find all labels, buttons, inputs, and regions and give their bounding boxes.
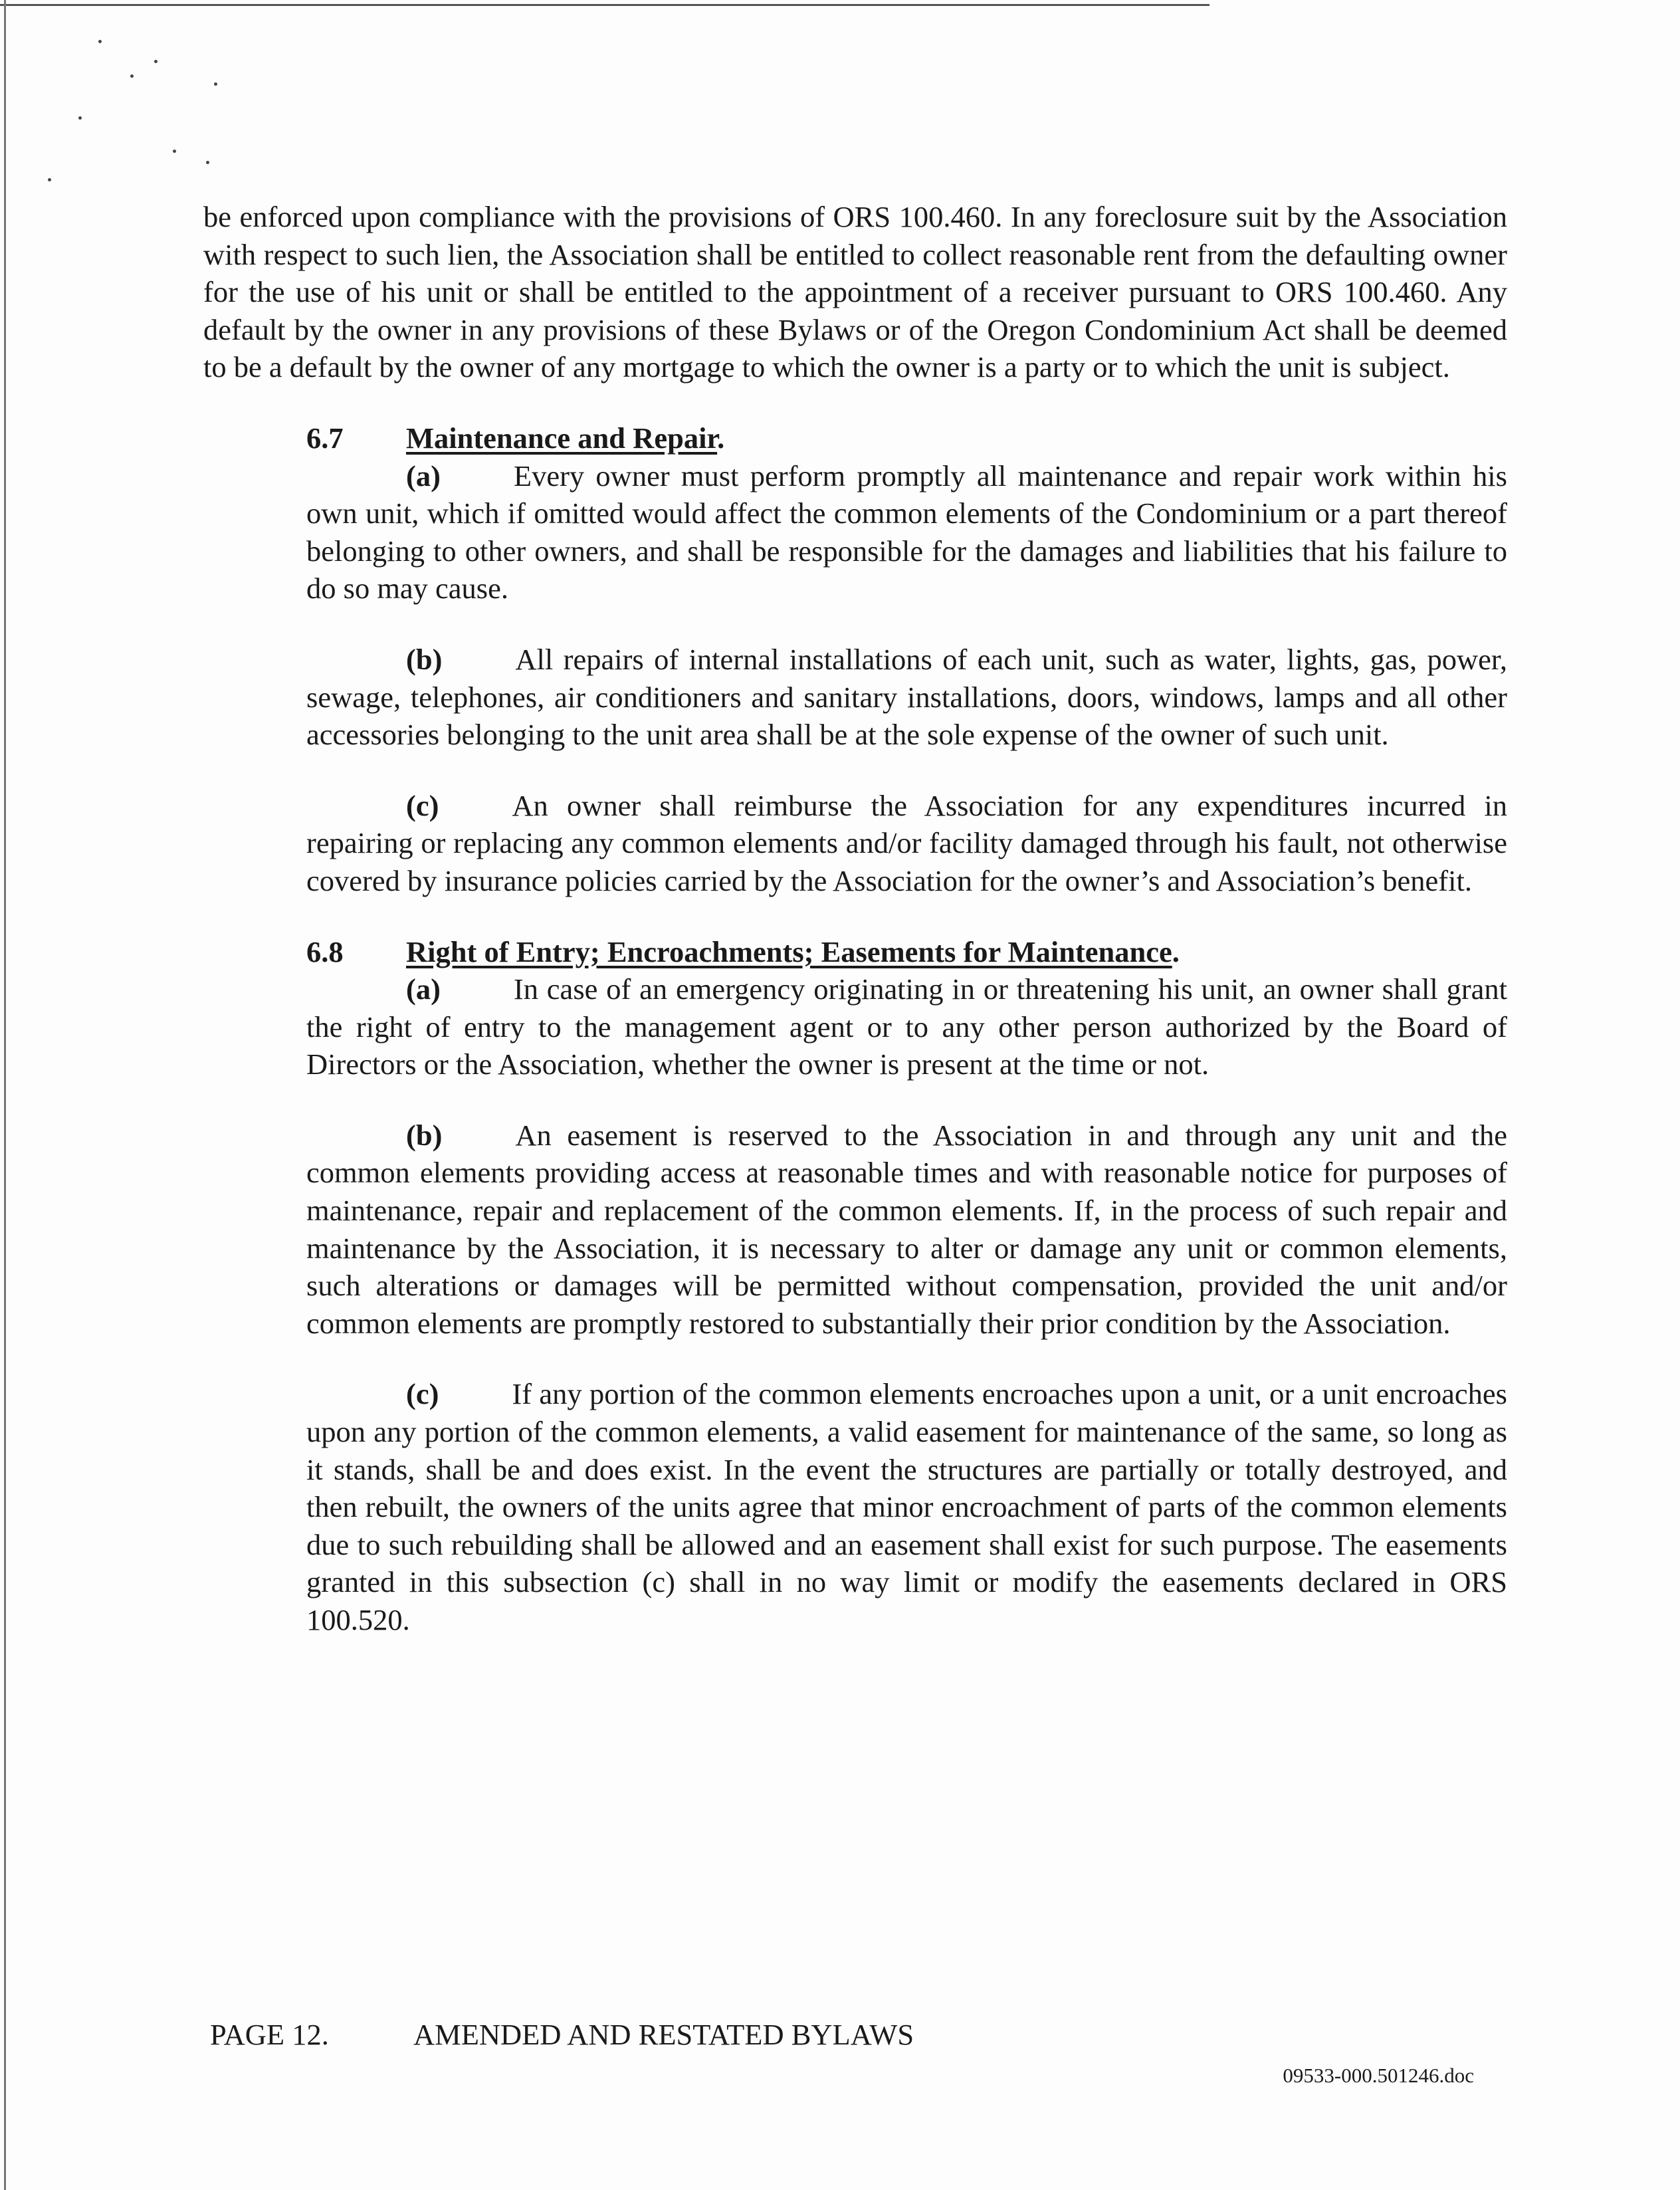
- footer-title: AMENDED AND RESTATED BYLAWS: [413, 2018, 914, 2051]
- page-footer: [210, 2017, 914, 2052]
- scan-left-edge: [4, 0, 6, 2190]
- subsection-6-7-a: [203, 457, 1507, 607]
- subsection-6-8-a: [203, 970, 1507, 1083]
- subsection-label: (b): [406, 642, 443, 676]
- intro-paragraph: be enforced upon compliance with the provisions of ORS 100.460. In any foreclosure suit by the Association with respect to such lien, the Association shall be entitled to collect reasonable rent from the defaulting owner for the use of his unit or shall be entitled to the appointment of a receiver pursuant to ORS 100.460. Any default by the owner in any provisions of these Bylaws or of the Oregon Condominium Act shall be deemed to be a default by the owner of any mortgage to which the owner is a party or to which the unit is subject.: [203, 200, 1507, 384]
- subsection-6-8-c: [203, 1375, 1507, 1638]
- subsection-label: (c): [406, 788, 439, 822]
- subsection-label: (b): [406, 1118, 443, 1152]
- scan-speck: [206, 161, 209, 164]
- section-number: 6.8: [306, 934, 344, 968]
- subsection-label: (c): [406, 1377, 439, 1411]
- section-title-period: .: [717, 421, 725, 455]
- scan-speck: [98, 40, 102, 43]
- subsection-text: All repairs of internal installations of each unit, such as water, lights, gas, power, sewage, telephones, air conditioners and sanitary installations, doors, windows, lamps and all other accessories belonging to the unit area shall be at the sole expense of the owner of such unit.: [306, 642, 1507, 752]
- footer-page-number: PAGE 12.: [210, 2018, 329, 2051]
- scan-speck: [130, 74, 134, 78]
- scan-speck: [48, 178, 51, 181]
- section-number: 6.7: [306, 421, 344, 455]
- subsection-6-7-b: [203, 641, 1507, 754]
- section-heading-6-7: [203, 419, 1507, 457]
- scan-top-rule: [0, 4, 1209, 6]
- subsection-text: Every owner must perform promptly all maintenance and repair work within his own unit, which if omitted would affect the common elements of the Condominium or a part thereof belonging to other owners, and shall be responsible for the damages and liabilities that his failure to do so may cause.: [306, 459, 1507, 605]
- subsection-text: If any portion of the common elements encroaches upon a unit, or a unit encroaches upon any portion of the common elements, a valid easement for maintenance of the same, so long as it stands, shall be and does exist. In the event the structures are partially or totally destroyed, and then rebuilt, the owners of the units agree that minor encroachment of parts of the common elements due to such rebuilding shall be allowed and an easement shall exist for such purpose. The easements granted in this subsection (c) shall in no way limit or modify the easements declared in ORS 100.520.: [306, 1377, 1507, 1636]
- scan-speck: [154, 60, 158, 63]
- subsection-text: An easement is reserved to the Association in and through any unit and the common elements providing access at reasonable times and with reasonable notice for purposes of maintenance, repair and replacement of the common elements. If, in the process of such repair and maintenance by the Association, it is necessary to alter or damage any unit or common elements, such alterations or damages will be permitted without compensation, provided the unit and/or common elements are promptly restored to substantially their prior condition by the Association.: [306, 1118, 1507, 1340]
- scan-speck: [214, 82, 217, 86]
- subsection-6-7-c: [203, 787, 1507, 900]
- document-body: [203, 198, 1507, 1672]
- section-title: Right of Entry; Encroachments; Easements for Maintenance: [406, 934, 1172, 968]
- scan-speck: [78, 116, 82, 120]
- subsection-label: (a): [406, 459, 441, 493]
- subsection-text: In case of an emergency originating in or threatening his unit, an owner shall grant the right of entry to the management agent or to any other person authorized by the Board of Directors or the Association, whether the owner is present at the time or not.: [306, 972, 1507, 1081]
- subsection-text: An owner shall reimburse the Association for any expenditures incurred in repairing or replacing any common elements and/or facility damaged through his fault, not otherwise covered by insurance policies carried by the Association for the owner’s and Association’s benefit.: [306, 788, 1507, 897]
- section-title-period: .: [1172, 934, 1180, 968]
- subsection-6-8-b: [203, 1117, 1507, 1343]
- scan-speck: [173, 150, 176, 153]
- document-id: 09533-000.501246.doc: [1283, 2064, 1474, 2087]
- section-heading-6-8: [203, 933, 1507, 971]
- section-title: Maintenance and Repair: [406, 421, 718, 455]
- subsection-label: (a): [406, 972, 441, 1006]
